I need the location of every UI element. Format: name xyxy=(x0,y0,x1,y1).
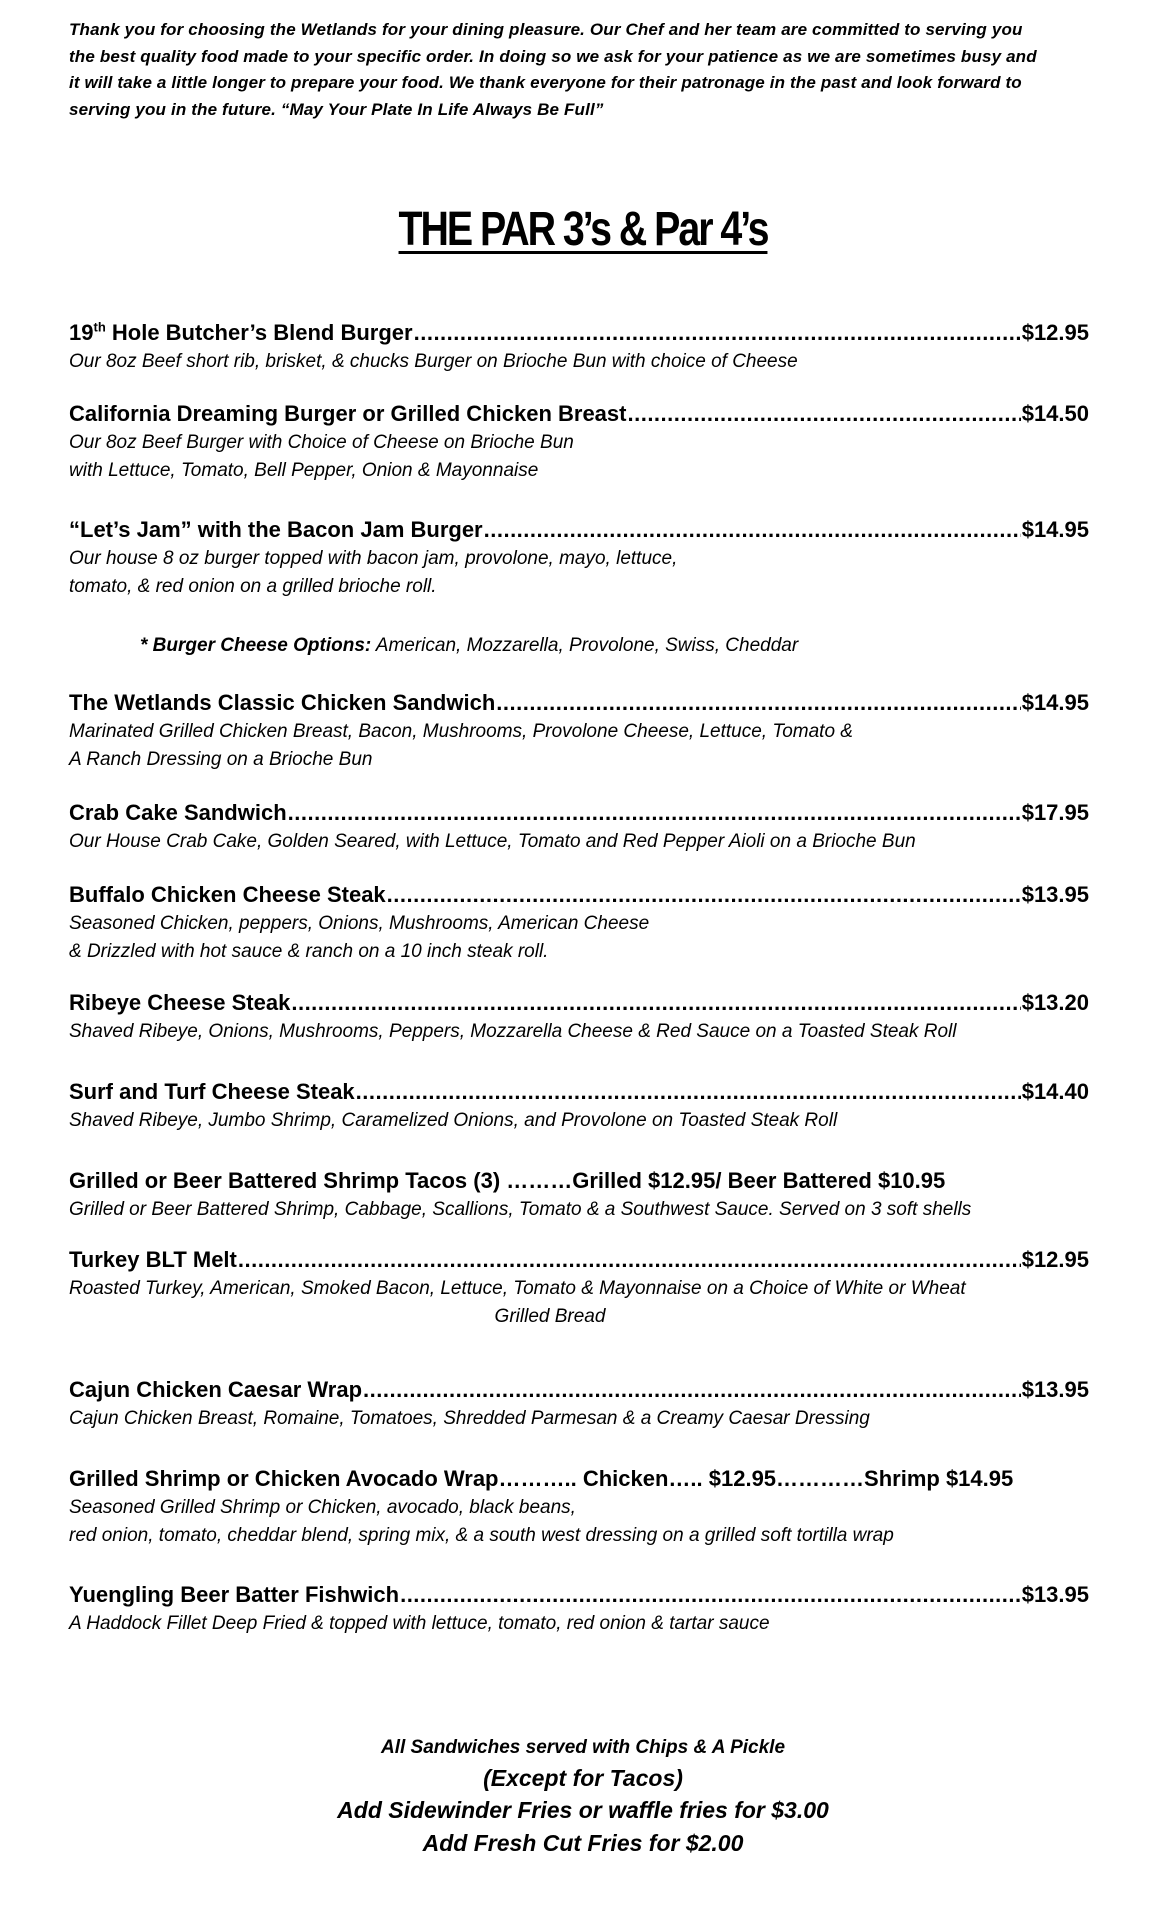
menu-item-description: Our 8oz Beef Burger with Choice of Cheese on Brioche Bun xyxy=(69,432,574,453)
cheese-options-label: * Burger Cheese Options: xyxy=(140,635,372,656)
dot-leader xyxy=(238,1245,1021,1275)
menu-item-description: & Drizzled with hot sauce & ranch on a 10 inch steak roll. xyxy=(69,941,549,962)
menu-item-description: Seasoned Chicken, peppers, Onions, Mushrooms, American Cheese xyxy=(69,913,650,934)
menu-item-heading: Grilled Shrimp or Chicken Avocado Wrap……….. Chicken….. $12.95…………Shrimp $14.95 xyxy=(69,1466,1014,1491)
menu-item-name: Surf and Turf Cheese Steak xyxy=(69,1079,355,1104)
menu-item-heading xyxy=(69,988,1089,1018)
menu-item-price: $14.40 xyxy=(1021,1079,1089,1104)
menu-item-price: $17.95 xyxy=(1021,800,1089,825)
menu-item-description: Grilled Bread xyxy=(494,1306,606,1327)
menu-item-name: “Let’s Jam” with the Bacon Jam Burger xyxy=(69,517,483,542)
menu-item-price: $14.95 xyxy=(1021,517,1089,542)
menu-item-price: $12.95 xyxy=(1021,1247,1089,1272)
intro-line: the best quality food made to your specific order. In doing so we ask for your patience as we are sometimes busy and xyxy=(69,46,1037,66)
menu-item-heading xyxy=(69,1077,1089,1107)
menu-item-name: Buffalo Chicken Cheese Steak xyxy=(69,882,386,907)
menu-item-price: $13.95 xyxy=(1021,1377,1089,1402)
menu-item-description: Shaved Ribeye, Jumbo Shrimp, Caramelized Onions, and Provolone on Toasted Steak Roll xyxy=(69,1110,838,1131)
dot-leader xyxy=(291,988,1020,1018)
menu-item-description: A Ranch Dressing on a Brioche Bun xyxy=(69,749,373,770)
dot-leader xyxy=(496,688,1020,718)
intro-line: it will take a little longer to prepare your food. We thank everyone for their patronage in the past and look forward to xyxy=(69,73,1022,92)
dot-leader xyxy=(627,399,1020,429)
menu-item-price: $12.95 xyxy=(1021,320,1089,345)
menu-item-name: The Wetlands Classic Chicken Sandwich xyxy=(69,690,496,715)
menu-item-description: with Lettuce, Tomato, Bell Pepper, Onion & Mayonnaise xyxy=(69,460,539,481)
cheese-options-note xyxy=(140,632,798,660)
menu-item-name: Cajun Chicken Caesar Wrap xyxy=(69,1377,363,1402)
menu-item-description: Our House Crab Cake, Golden Seared, with Lettuce, Tomato and Red Pepper Aioli on a Brioche Bun xyxy=(69,831,916,852)
dot-leader xyxy=(387,880,1021,910)
menu-item-name: Turkey BLT Melt xyxy=(69,1247,237,1272)
menu-item-heading xyxy=(69,1245,1089,1275)
dot-leader xyxy=(356,1077,1021,1107)
menu-item-heading xyxy=(69,399,1089,429)
menu-item-description: Marinated Grilled Chicken Breast, Bacon, Mushrooms, Provolone Cheese, Lettuce, Tomato & xyxy=(69,721,853,742)
menu-item-price: $13.20 xyxy=(1021,990,1089,1015)
menu-item-price: $14.50 xyxy=(1021,401,1089,426)
intro-line: serving you in the future. “May Your Plate In Life Always Be Full” xyxy=(69,99,604,119)
menu-item-heading: Grilled or Beer Battered Shrimp Tacos (3) ………Grilled $12.95/ Beer Battered $10.95 xyxy=(69,1168,946,1193)
cheese-options-values: American, Mozzarella, Provolone, Swiss, Cheddar xyxy=(371,635,799,656)
dot-leader xyxy=(414,318,1021,348)
menu-item-heading xyxy=(69,1375,1089,1405)
footer-sides-note: All Sandwiches served with Chips & A Pickle xyxy=(380,1737,786,1758)
menu-item-heading xyxy=(69,515,1089,545)
menu-item-description: A Haddock Fillet Deep Fried & topped with lettuce, tomato, red onion & tartar sauce xyxy=(69,1613,770,1634)
menu-item-heading xyxy=(69,798,1089,828)
menu-item-name: Ribeye Cheese Steak xyxy=(69,990,291,1015)
menu-item-name: 19th Hole Butcher’s Blend Burger xyxy=(69,319,413,345)
footer-fries-addon: Add Sidewinder Fries or waffle fries for $3.00 xyxy=(337,1797,829,1823)
dot-leader xyxy=(288,798,1021,828)
menu-item-price: $14.95 xyxy=(1021,690,1089,715)
dot-leader xyxy=(484,515,1021,545)
intro-paragraph xyxy=(69,17,1109,123)
menu-item-heading xyxy=(69,688,1089,718)
menu-item-description: Our 8oz Beef short rib, brisket, & chucks Burger on Brioche Bun with choice of Cheese xyxy=(69,351,798,372)
menu-item-description: Shaved Ribeye, Onions, Mushrooms, Peppers, Mozzarella Cheese & Red Sauce on a Toasted Steak Roll xyxy=(69,1021,957,1042)
dot-leader xyxy=(363,1375,1021,1405)
footer-exception-note: (Except for Tacos) xyxy=(483,1765,683,1791)
footer-fresh-fries-addon: Add Fresh Cut Fries for $2.00 xyxy=(422,1830,744,1856)
menu-item-description: Roasted Turkey, American, Smoked Bacon, Lettuce, Tomato & Mayonnaise on a Choice of White or Wheat xyxy=(69,1278,966,1299)
page-title: THE PAR 3’s & Par 4’s xyxy=(398,203,768,256)
menu-item-description: Our house 8 oz burger topped with bacon jam, provolone, mayo, lettuce, xyxy=(69,548,678,569)
menu-item-price: $13.95 xyxy=(1021,882,1089,907)
menu-item-description: Seasoned Grilled Shrimp or Chicken, avocado, black beans, xyxy=(69,1497,576,1518)
intro-line: Thank you for choosing the Wetlands for your dining pleasure. Our Chef and her team are committed to serving you xyxy=(69,20,1023,39)
menu-item-heading xyxy=(69,1580,1089,1610)
menu-item-name: California Dreaming Burger or Grilled Chicken Breast xyxy=(69,401,627,426)
menu-item-price: $13.95 xyxy=(1021,1582,1089,1607)
menu-item-description: red onion, tomato, cheddar blend, spring mix, & a south west dressing on a grilled soft tortilla wrap xyxy=(69,1525,894,1546)
dot-leader xyxy=(400,1580,1021,1610)
menu-item-heading xyxy=(69,880,1089,910)
menu-item-name: Crab Cake Sandwich xyxy=(69,800,287,825)
menu-item-description: Cajun Chicken Breast, Romaine, Tomatoes, Shredded Parmesan & a Creamy Caesar Dressing xyxy=(69,1408,870,1429)
menu-item-description: tomato, & red onion on a grilled brioche roll. xyxy=(69,576,437,597)
menu-item-description: Grilled or Beer Battered Shrimp, Cabbage, Scallions, Tomato & a Southwest Sauce. Served on 3 soft shells xyxy=(69,1199,972,1220)
menu-item-heading xyxy=(69,318,1089,348)
menu-item-name: Yuengling Beer Batter Fishwich xyxy=(69,1582,400,1607)
